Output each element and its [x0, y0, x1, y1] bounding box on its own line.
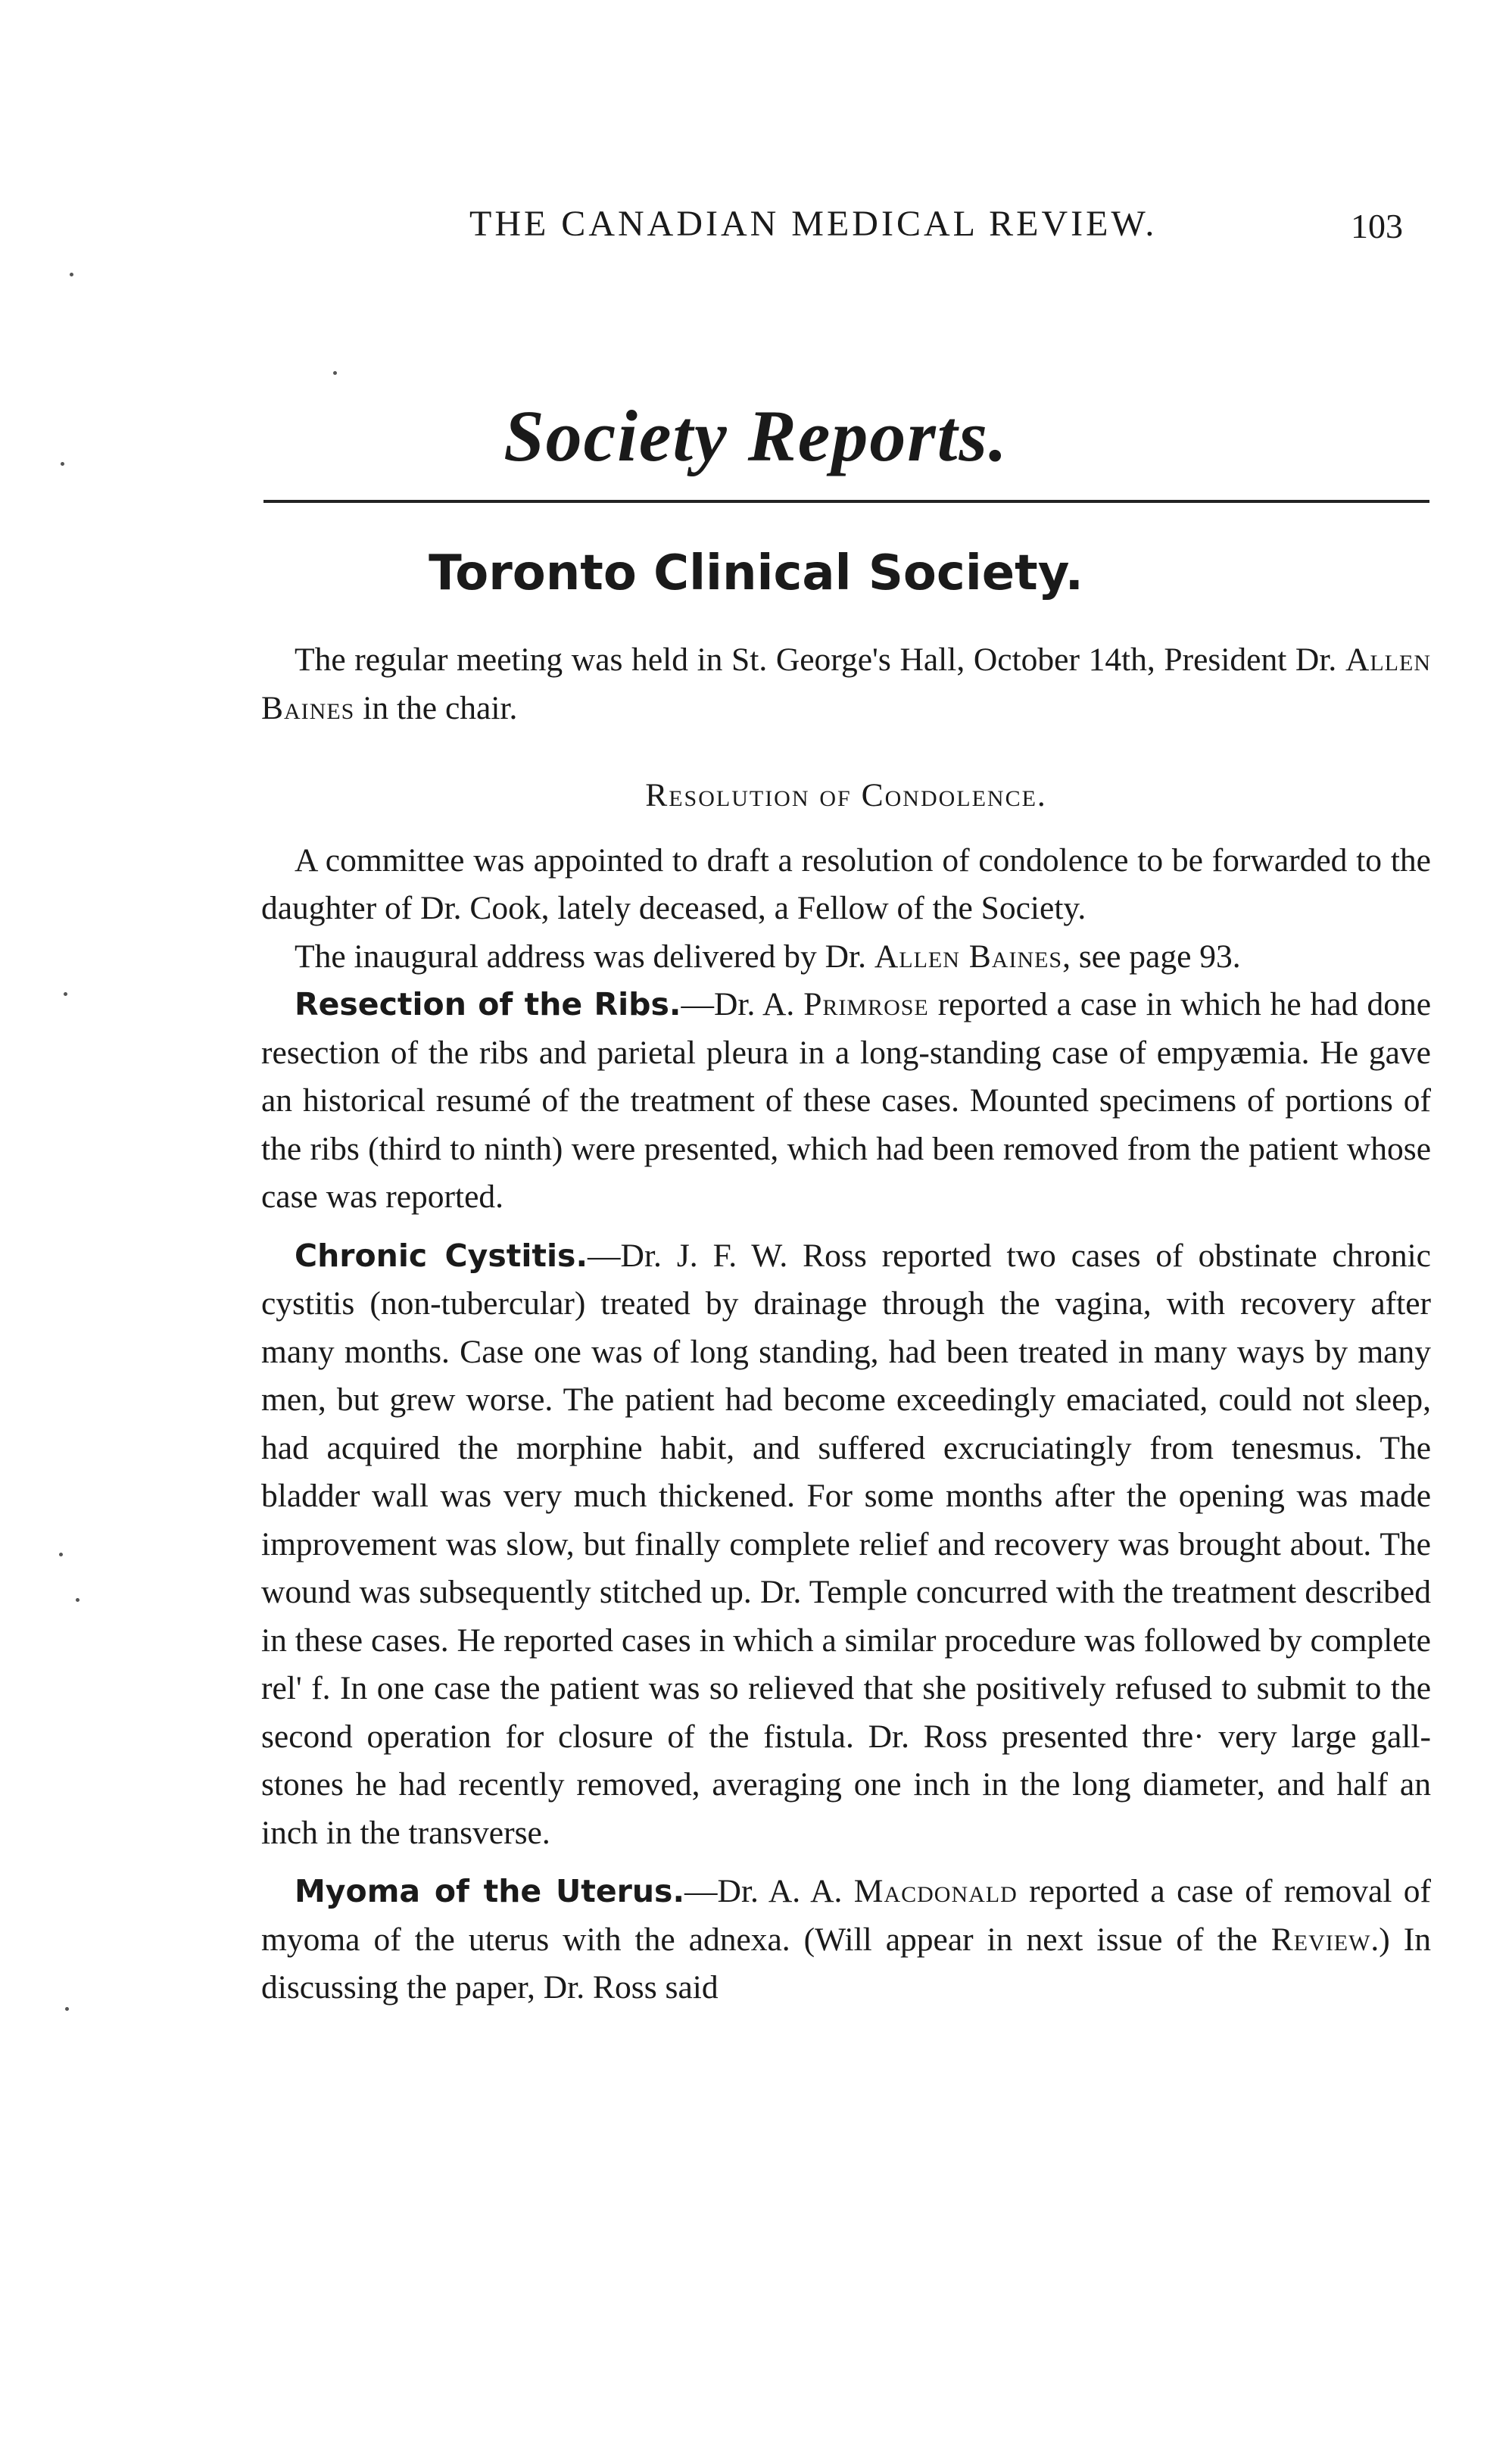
section-title: Society Reports.	[503, 395, 1009, 476]
cystitis-text: —Dr. J. F. W. Ross reported two cases of obstinate chronic cystitis (non-tubercular) treated by drainage through the vagina, with recovery after many months. Case one was of long standing, had been treated in many ways by many men, but grew worse. The patient had become exceedingly emaciated, could not sleep, had acquired the morphine habit, and suffered excruciatingly from tenesmus. The bladder wall was very much thickened. For some months after the opening was made improvement was slow, but finally complete relief and recovery was brought about. The wound was subsequently stitched up. Dr. Temple concurred with the treatment described in these cases. He reported cases in which a similar procedure was followed by complete rel' f. In one case the patient was so relieved that she positively refused to submit to the second operation for closure of the fistula. Dr. Ross presented thre· very large gall-stones he had recently removed, averaging one inch in the long diameter, and half an inch in the transverse.	[261, 1237, 1431, 1851]
journal-name: Review	[1270, 1921, 1371, 1958]
resolution-heading: Resolution of Condolence.	[645, 777, 1047, 813]
cystitis-heading: Chronic Cystitis.	[295, 1237, 588, 1274]
address-text-end: , see page 93.	[1062, 938, 1241, 975]
cystitis-paragraph	[261, 1232, 1431, 1858]
running-title: THE CANADIAN MEDICAL REVIEW.	[469, 204, 1158, 244]
address-text: The inaugural address was delivered by Dr.	[295, 938, 874, 975]
resection-text-end: reported a case in which he had done resection of the ribs and parietal pleura in a long-standing case of empyæmia. He gave an historical resumé of the treatment of these cases. Mounted specimens of portions of the ribs (third to ninth) were presented, which had been removed from the patient whose case was reported.	[261, 986, 1432, 1215]
margin-speck	[61, 462, 64, 466]
resection-text: —Dr. A.	[681, 986, 804, 1022]
address-paragraph	[261, 933, 1431, 982]
resection-heading: Resection of the Ribs.	[295, 986, 681, 1022]
margin-speck	[59, 1553, 63, 1556]
myoma-paragraph	[261, 1868, 1431, 2012]
society-heading: Toronto Clinical Society.	[429, 545, 1083, 601]
myoma-text: —Dr. A. A.	[684, 1873, 854, 1909]
margin-speck	[333, 371, 337, 375]
margin-speck	[70, 273, 73, 276]
myoma-heading: Myoma of the Uterus.	[295, 1873, 685, 1909]
article-body	[261, 636, 1431, 2012]
margin-speck	[76, 1598, 79, 1602]
condolence-paragraph: A committee was appointed to draft a resolution of condolence to be forwarded to the daughter of Dr. Cook, lately deceased, a Fellow of the Society.	[261, 841, 1431, 926]
resection-doctor-name: Primrose	[803, 986, 929, 1022]
intro-paragraph	[261, 636, 1431, 732]
myoma-text-middle: reported a case of removal of myoma of the uterus with the adnexa. (Will appear in next issue of the	[261, 1873, 1432, 1958]
margin-speck	[64, 992, 67, 996]
president-name: Allen Baines	[261, 642, 1431, 726]
page-number: 103	[1351, 207, 1403, 245]
margin-speck	[65, 2007, 69, 2011]
resection-paragraph	[261, 981, 1431, 1222]
myoma-doctor-name: Macdonald	[853, 1873, 1018, 1909]
intro-text: The regular meeting was held in St. George's Hall, October 14th, President Dr.	[295, 642, 1345, 678]
address-speaker-name: Allen Baines	[874, 938, 1063, 975]
myoma-text-end: .) In discussing the paper, Dr. Ross said	[261, 1921, 1432, 2006]
intro-text-end: in the chair.	[354, 689, 518, 726]
page-header	[0, 203, 1512, 248]
section-divider	[263, 500, 1429, 503]
